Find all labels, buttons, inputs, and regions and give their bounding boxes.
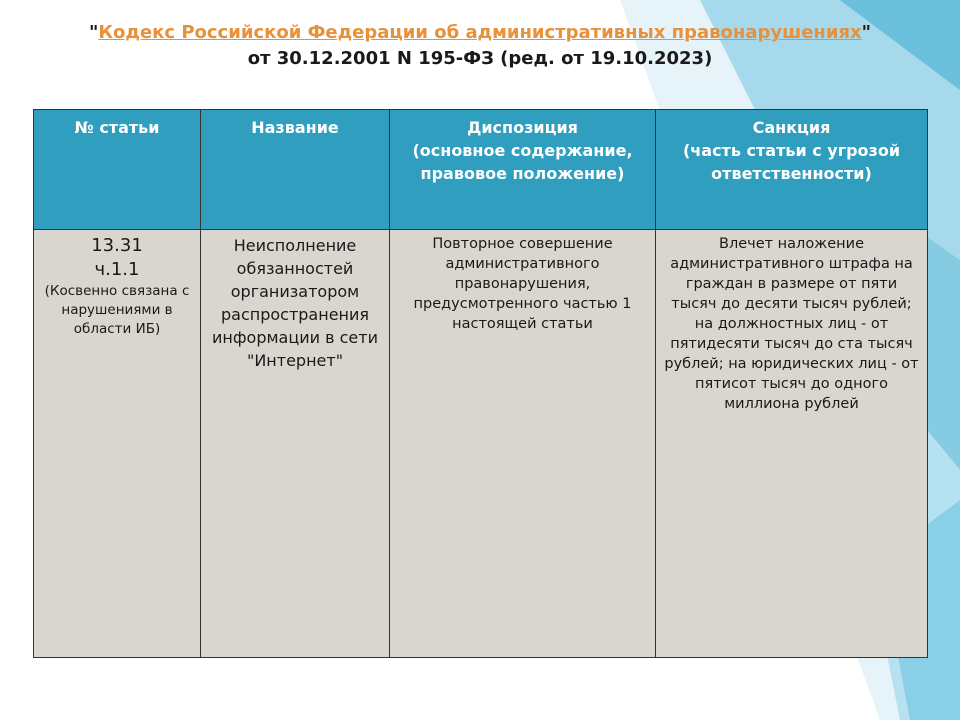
header-disposition — [390, 110, 656, 230]
article-note: (Косвенно связана с нарушениями в области ИБ) — [44, 283, 190, 337]
cell-article — [34, 230, 201, 658]
cell-name — [201, 230, 390, 658]
sanction-text: Влечет наложение административного штрафа на граждан в размере от пяти тысяч до десяти тысяч рублей; на должностных лиц - от пятидесяти тысяч до ста тысяч рублей; на юридических лиц - от пятисот тысяч до одного миллиона рублей — [664, 236, 919, 412]
cell-disposition — [390, 230, 656, 658]
disposition-text: Повторное совершение административного правонарушения, предусмотренного частью 1 настоящей статьи — [413, 236, 632, 332]
code-title-link[interactable]: Кодекс Российской Федерации об административных правонарушениях — [98, 22, 862, 43]
header-disposition-sub: (основное содержание, правовое положение) — [412, 141, 633, 183]
title-subtitle: от 30.12.2001 N 195-ФЗ (ред. от 19.10.2023) — [247, 48, 713, 69]
table-row — [34, 230, 928, 658]
header-article-label: № статьи — [74, 118, 160, 137]
header-name-label: Название — [251, 118, 339, 137]
header-sanction-label: Санкция — [752, 118, 831, 137]
title-line — [0, 20, 960, 46]
article-name: Неисполнение обязанностей организатором распространения информации в сети "Интернет" — [211, 236, 378, 370]
title-block — [0, 20, 960, 72]
law-table — [33, 109, 928, 658]
article-part: ч.1.1 — [94, 259, 140, 280]
header-article — [34, 110, 201, 230]
header-disposition-label: Диспозиция — [467, 118, 578, 137]
title-quote-open: " — [88, 22, 99, 43]
table-header-row — [34, 110, 928, 230]
article-number: 13.31 — [91, 235, 143, 256]
header-sanction — [656, 110, 928, 230]
title-quote-close: " — [861, 22, 872, 43]
header-sanction-sub: (часть статьи с угрозой ответственности) — [682, 141, 901, 183]
header-name — [201, 110, 390, 230]
cell-sanction — [656, 230, 928, 658]
